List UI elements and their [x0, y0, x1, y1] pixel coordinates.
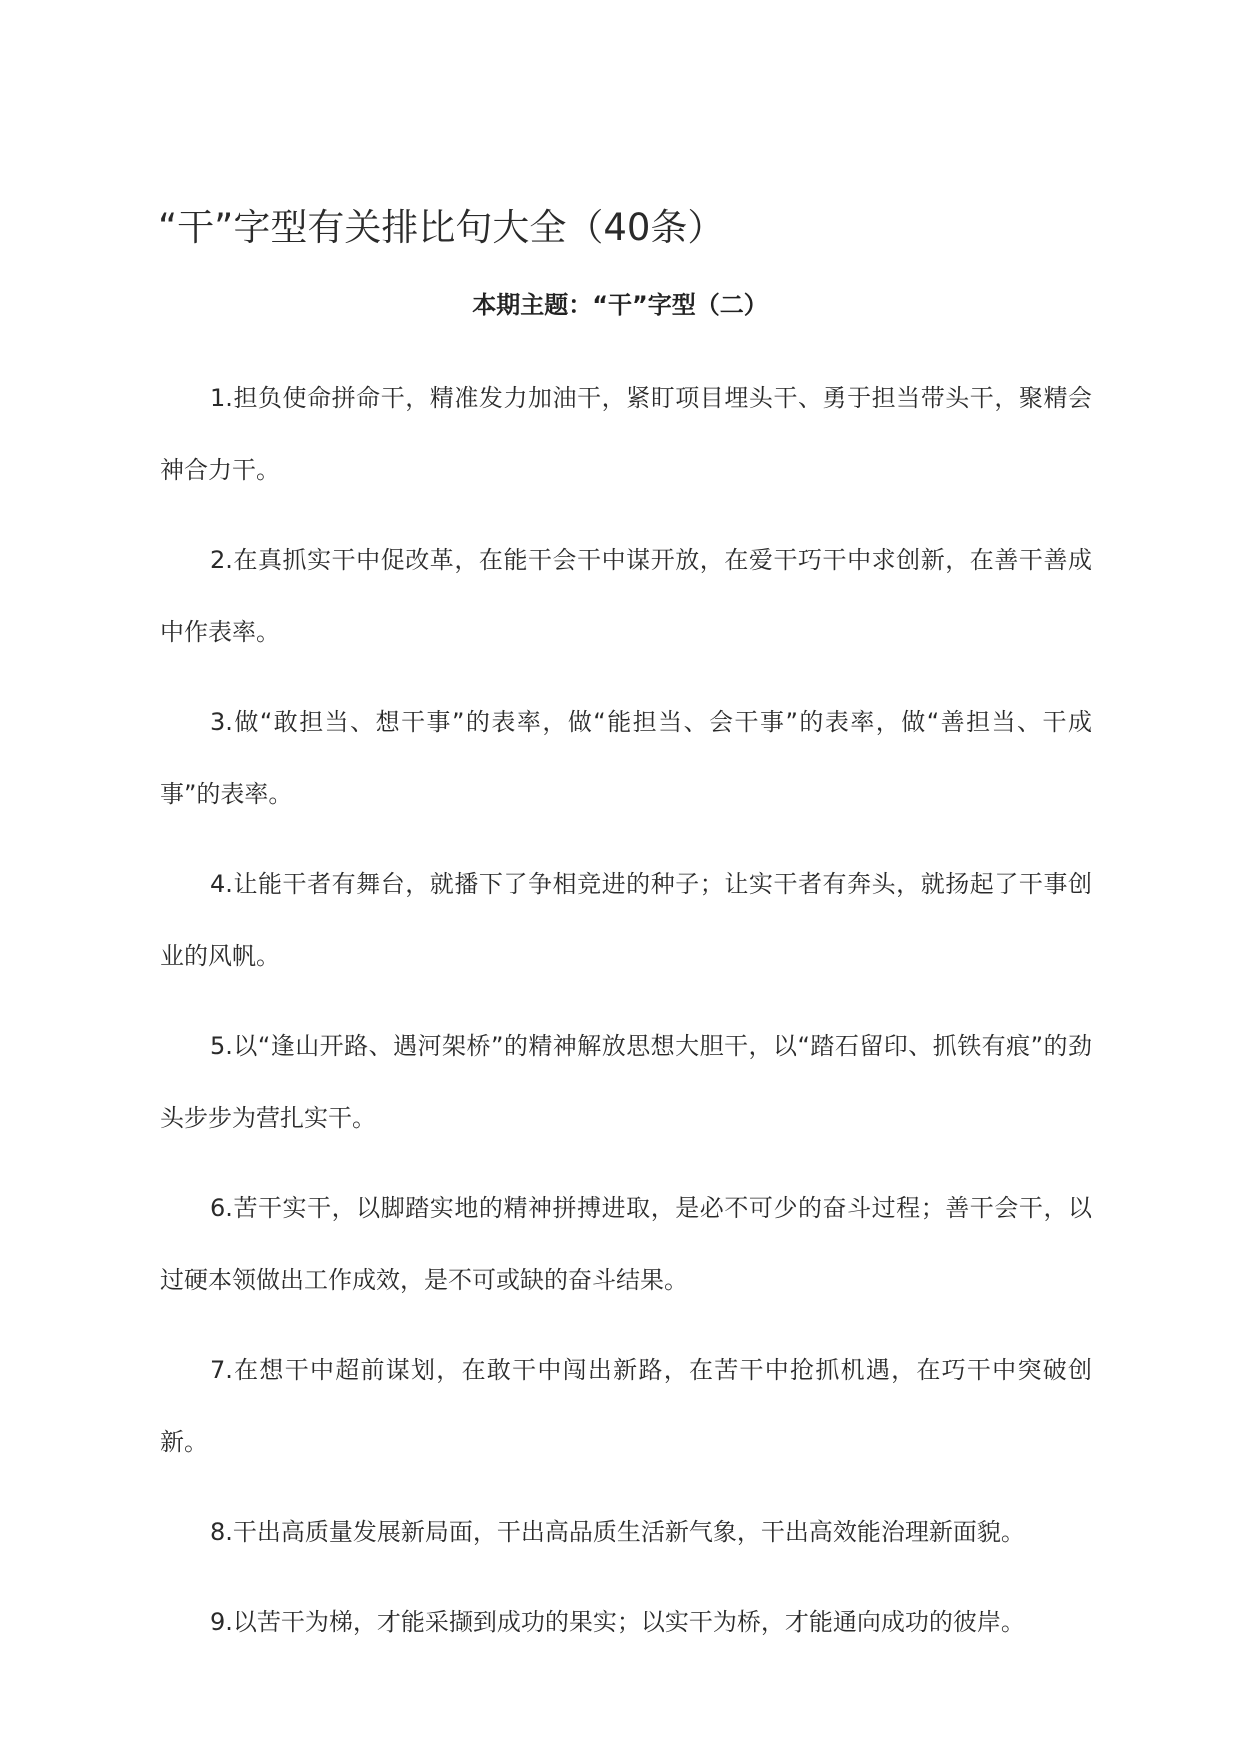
sentence-list	[160, 362, 1092, 1676]
list-item: 6.苦干实干，以脚踏实地的精神拼搏进取，是必不可少的奋斗过程；善干会干，以过硬本领做出工作成效，是不可或缺的奋斗结果。	[160, 1194, 1092, 1294]
document-subtitle: 本期主题：“干”字型（二）	[472, 291, 768, 319]
list-item: 5.以“逢山开路、遇河架桥”的精神解放思想大胆干，以“踏石留印、抓铁有痕”的劲头步步为营扎实干。	[160, 1032, 1092, 1132]
list-item: 2.在真抓实干中促改革，在能干会干中谋开放，在爱干巧干中求创新，在善干善成中作表率。	[160, 546, 1092, 646]
list-item: 1.担负使命拼命干，精准发力加油干，紧盯项目埋头干、勇于担当带头干，聚精会神合力干。	[160, 384, 1092, 484]
document-title: “干”字型有关排比句大全（40条）	[158, 206, 725, 249]
list-item: 3.做“敢担当、想干事”的表率，做“能担当、会干事”的表率，做“善担当、干成事”的表率。	[160, 708, 1092, 808]
list-item: 7.在想干中超前谋划，在敢干中闯出新路，在苦干中抢抓机遇，在巧干中突破创新。	[160, 1356, 1092, 1456]
list-item: 8.干出高质量发展新局面，干出高品质生活新气象，干出高效能治理新面貌。	[210, 1518, 1025, 1546]
list-item: 9.以苦干为梯，才能采撷到成功的果实；以实干为桥，才能通向成功的彼岸。	[210, 1608, 1025, 1636]
list-item: 4.让能干者有舞台，就播下了争相竞进的种子；让实干者有奔头，就扬起了干事创业的风帆。	[160, 870, 1092, 970]
